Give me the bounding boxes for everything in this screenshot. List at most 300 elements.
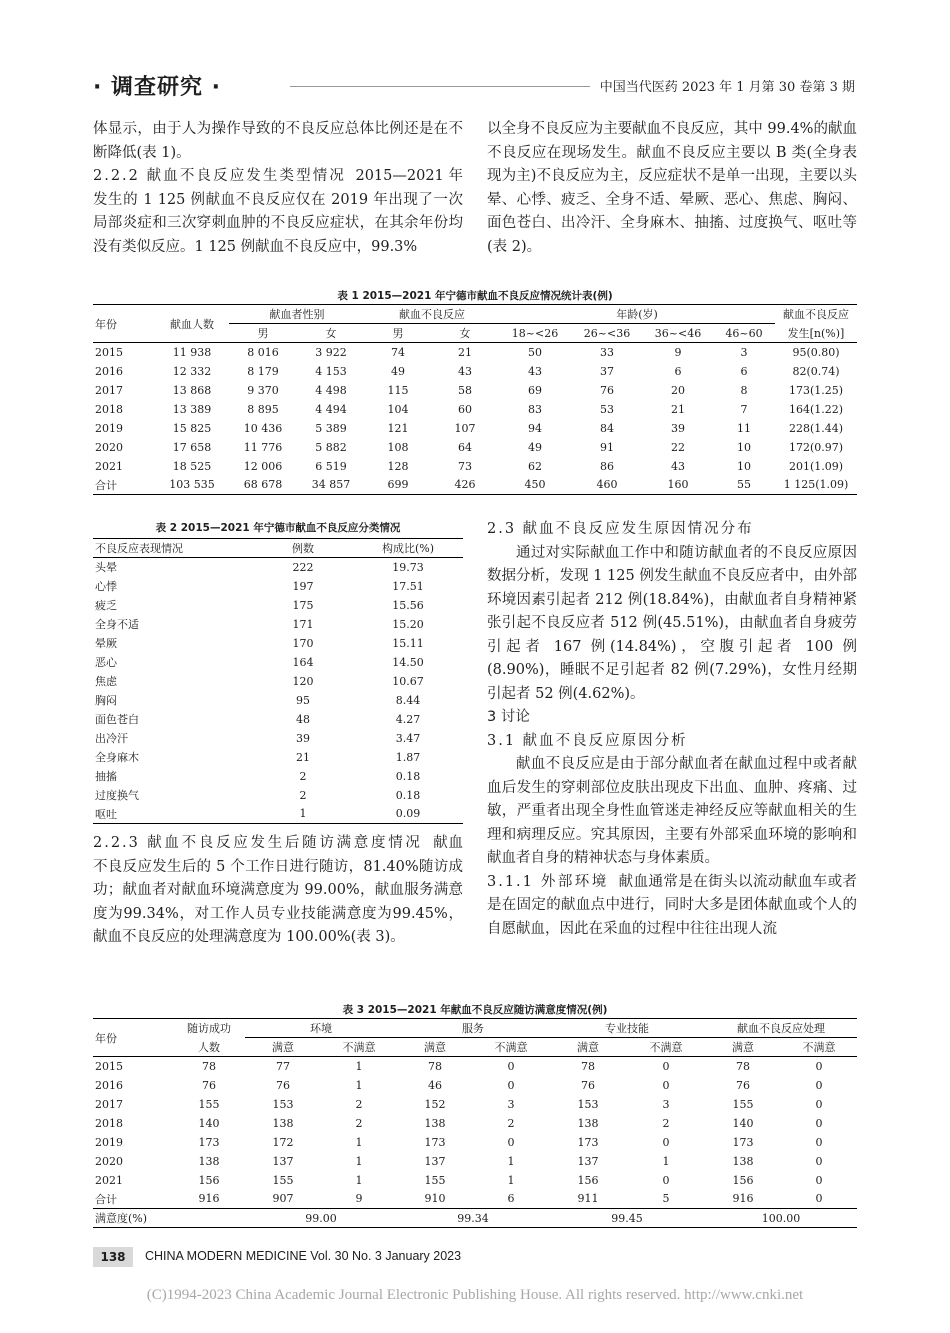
table-cell: 64: [458, 440, 472, 454]
table3-satisfaction-environment: 99.00: [305, 1211, 337, 1225]
table-cell: 34 857: [311, 478, 351, 492]
table-cell: 晕厥: [95, 637, 117, 650]
paragraph: 体显示，由于人为操作导致的不良反应总体比例还是在不断降低(表 1)。: [93, 121, 463, 161]
table-cell: 1: [355, 1135, 363, 1149]
table-cell: 160: [667, 478, 689, 492]
table-cell: 合计: [95, 1192, 117, 1206]
table-cell: 面色苍白: [95, 713, 139, 726]
table-cell: 10.67: [392, 674, 424, 688]
table-cell: 78: [428, 1059, 442, 1073]
table-cell: 9: [355, 1192, 363, 1206]
table-cell: 4 494: [315, 402, 347, 416]
table-cell: 0.09: [395, 807, 421, 821]
table-cell: 2021: [95, 459, 123, 473]
table-cell: 91: [600, 440, 614, 454]
table-cell: 62: [528, 459, 542, 473]
table1-caption: 表 1 2015—2021 年宁德市献血不良反应情况统计表(例): [337, 290, 613, 302]
table-cell: 11 776: [243, 440, 283, 454]
table3-row: [93, 1114, 857, 1133]
table1-header-gender: 献血者性别: [229, 305, 365, 324]
left-column-top: [93, 118, 463, 259]
table-cell: 73: [458, 459, 472, 473]
paragraph-text: 献血通常是在街头以流动献血车或者是在固定的献血点中进行，同时大多是团体献血或个人的自愿献血，因此在采血的过程中往往出现人流: [487, 873, 857, 937]
table-cell: 0: [815, 1135, 823, 1149]
table-cell: 2018: [95, 402, 123, 416]
table-cell: 916: [198, 1192, 220, 1206]
table1-row: [93, 419, 857, 438]
table-cell: 4 153: [315, 364, 347, 378]
table-cell: 0: [815, 1173, 823, 1187]
table-cell: 170: [292, 636, 314, 650]
table-cell: 18 525: [172, 459, 212, 473]
table-cell: 0: [815, 1116, 823, 1130]
table1-header-incidence-unit: 发生[n(%)]: [787, 326, 845, 340]
table-cell: 8 895: [247, 402, 279, 416]
table-cell: 140: [198, 1116, 220, 1130]
table-cell: 0: [815, 1059, 823, 1073]
table-cell: 2: [507, 1116, 515, 1130]
table-cell: 156: [198, 1173, 220, 1187]
table-cell: 2019: [95, 421, 123, 435]
table3-header-environment: 环境: [245, 1019, 397, 1038]
table-cell: 58: [458, 383, 472, 397]
table-cell: 19.73: [392, 560, 424, 574]
table-cell: 6: [507, 1192, 515, 1206]
table-cell: 0: [815, 1154, 823, 1168]
table-cell: 12 332: [172, 364, 212, 378]
table-cell: 120: [292, 674, 314, 688]
table3-row: [93, 1057, 857, 1076]
table-cell: 15.20: [392, 617, 424, 631]
table-cell: 153: [272, 1097, 294, 1111]
table-cell: 6: [740, 364, 748, 378]
subsection-heading: 2.3 献血不良反应发生原因情况分布: [487, 521, 754, 537]
table-cell: 过度换气: [95, 789, 139, 802]
paragraph: 以全身不良反应为主要献血不良反应，其中 99.4%的献血不良反应在现场发生。献血不良反应主要以 B 类(全身表现为主)不良反应为主，反应症状不是单一出现，主要以头晕、心悸、疲乏、全身不适、晕厥、恶心、焦虑、胸闷、面色苍白、出冷汗、全身麻木、抽搐、过度换气、呕吐等(表 2)。: [487, 121, 857, 255]
table-cell: 33: [600, 345, 614, 359]
table1-header-age-group: 46~60: [725, 326, 763, 340]
table-cell: 1: [299, 807, 307, 821]
table-cell: 103 535: [169, 478, 215, 492]
table3-body: [93, 1057, 857, 1209]
table1-row: [93, 381, 857, 400]
table-cell: 78: [736, 1059, 750, 1073]
paragraph: 通过对实际献血工作中和随访献血者的不良反应原因数据分析，发现 1 125 例发生献血不良反应者中，由外部环境因素引起者 212 例(18.84%)，由献血者自身精神紧张引起不良反应者 512 例(45.51%)，由献血者自身疲劳引起者 167 例(14.84%)，空腹引起者 100 例(8.90%)，睡眠不足引起者 82 例(7.29%)，女性月经期引起者 52 例(4.62%)。: [487, 544, 857, 702]
table-cell: 6: [674, 364, 682, 378]
table-cell: 2: [662, 1116, 670, 1130]
table-cell: 121: [387, 421, 409, 435]
table-cell: 39: [671, 421, 685, 435]
table2-header-percent: 构成比(%): [381, 542, 435, 555]
table-cell: 76: [600, 383, 614, 397]
table-cell: 12 006: [243, 459, 283, 473]
table-cell: 39: [296, 731, 310, 745]
table-cell: 7: [740, 402, 748, 416]
table-cell: 心悸: [95, 580, 117, 593]
table-cell: 95: [296, 693, 310, 707]
table-cell: 焦虑: [95, 675, 117, 688]
table-cell: 77: [276, 1059, 290, 1073]
table-cell: 115: [387, 383, 409, 397]
table-cell: 3: [662, 1097, 670, 1111]
table3-satisfaction-service: 99.34: [457, 1211, 489, 1225]
table-cell: 76: [202, 1078, 216, 1092]
subsection-heading: 3.1 献血不良反应原因分析: [487, 732, 688, 749]
table-cell: 201(1.09): [788, 459, 844, 473]
table-cell: 450: [524, 478, 546, 492]
table-cell: 2015: [95, 1059, 123, 1073]
table3-header-follow-unit: 人数: [198, 1040, 220, 1054]
table3-header-handling: 献血不良反应处理: [705, 1019, 857, 1038]
table-cell: 155: [272, 1173, 294, 1187]
table-cell: 2: [299, 788, 307, 802]
table3-satisfaction-skill: 99.45: [611, 1211, 643, 1225]
table-cell: 60: [458, 402, 472, 416]
right-column-top: [487, 118, 857, 259]
table-cell: 1 125(1.09): [783, 478, 849, 492]
subsection-heading: 2.2.3 献血不良反应发生后随访满意度情况: [93, 835, 423, 851]
paragraph: [93, 165, 463, 259]
table-cell: 138: [577, 1116, 599, 1130]
table-cell: 1: [507, 1154, 515, 1168]
table-cell: 49: [528, 440, 542, 454]
table-cell: 1: [355, 1154, 363, 1168]
copyright-notice: (C)1994-2023 China Academic Journal Electronic Publishing House. All rights reserved. http://www.cnki.net: [146, 1287, 804, 1303]
table-cell: 恶心: [95, 656, 117, 669]
table-cell: 156: [732, 1173, 754, 1187]
table3-header-unsatisfied: 不满意: [802, 1041, 836, 1054]
journal-header: 中国当代医药 2023 年 1 月第 30 卷第 3 期: [599, 80, 855, 95]
table3-header-satisfied: 满意: [424, 1041, 446, 1054]
table-cell: 0: [662, 1135, 670, 1149]
table1-header-age-group: 18~<26: [511, 326, 559, 340]
table-cell: 222: [292, 560, 314, 574]
table-cell: 0: [662, 1173, 670, 1187]
table-cell: 抽搐: [95, 770, 117, 783]
table-cell: 呕吐: [95, 807, 117, 821]
table-cell: 2021: [95, 1173, 123, 1187]
table-cell: 0: [507, 1135, 515, 1149]
table-cell: 17 658: [172, 440, 212, 454]
table3-header-follow: 随访成功: [187, 1022, 231, 1036]
table1-header-adverse: 献血不良反应: [365, 305, 499, 324]
table-cell: 15.11: [392, 636, 424, 650]
table-cell: 3 922: [315, 345, 347, 359]
table-cell: 172: [272, 1135, 294, 1149]
table3-row: [93, 1133, 857, 1152]
table-cell: 173: [198, 1135, 220, 1149]
table2-row: [93, 596, 463, 615]
table-cell: 0.18: [395, 769, 421, 783]
table-cell: 55: [737, 478, 751, 492]
table-cell: 50: [528, 345, 542, 359]
table2-header-count: 例数: [292, 542, 314, 555]
table-cell: 1: [355, 1173, 363, 1187]
table-cell: 84: [600, 421, 614, 435]
table-cell: 头晕: [95, 561, 117, 575]
table-cell: 138: [424, 1116, 446, 1130]
table1-header-female: 女: [459, 327, 471, 340]
table-cell: 5: [662, 1192, 670, 1206]
table2-row: [93, 767, 463, 786]
table-cell: 1: [507, 1173, 515, 1187]
table-cell: 171: [292, 617, 314, 631]
table-cell: 137: [577, 1154, 599, 1168]
table3: [93, 1018, 857, 1228]
table-cell: 0: [662, 1078, 670, 1092]
table2-row: [93, 748, 463, 767]
table-cell: 1: [662, 1154, 670, 1168]
table-cell: 74: [391, 345, 405, 359]
table-cell: 3.47: [395, 731, 421, 745]
page-number: 138: [93, 1247, 133, 1267]
table-cell: 4 498: [315, 383, 347, 397]
table-cell: 138: [272, 1116, 294, 1130]
table-cell: 76: [736, 1078, 750, 1092]
table-cell: 140: [732, 1116, 754, 1130]
table-cell: 76: [581, 1078, 595, 1092]
table-cell: 699: [387, 478, 409, 492]
table3-header-satisfied: 满意: [577, 1041, 599, 1054]
table-cell: 2: [355, 1116, 363, 1130]
table1-header-donors: 献血人数: [155, 305, 229, 343]
table-cell: 49: [391, 364, 405, 378]
table2-caption: 表 2 2015—2021 年宁德市献血不良反应分类情况: [155, 522, 401, 534]
table-cell: 6 519: [315, 459, 347, 473]
table-cell: 2: [299, 769, 307, 783]
table3-header-satisfied: 满意: [272, 1041, 294, 1054]
table-cell: 173: [424, 1135, 446, 1149]
table3-row: [93, 1171, 857, 1190]
table-cell: 8 179: [247, 364, 279, 378]
table-cell: 68 678: [243, 478, 283, 492]
header-rule: [290, 86, 590, 87]
table-cell: 2016: [95, 1078, 123, 1092]
section-title: · 调查研究 ·: [93, 75, 222, 100]
table1-header-age-group: 26~<36: [583, 326, 631, 340]
table-cell: 2019: [95, 1135, 123, 1149]
table1-header-age: 年龄(岁): [499, 305, 775, 324]
table3-header-satisfied: 满意: [732, 1041, 754, 1054]
table-cell: 156: [577, 1173, 599, 1187]
table2-row: [93, 634, 463, 653]
table-cell: 152: [424, 1097, 446, 1111]
table2: [93, 538, 463, 824]
table-cell: 173: [732, 1135, 754, 1149]
table-cell: 全身麻木: [95, 751, 139, 764]
subsection-heading: 2.2.2 献血不良反应发生类型情况: [93, 168, 347, 184]
table-cell: 95(0.80): [792, 345, 840, 359]
table-cell: 916: [732, 1192, 754, 1206]
table3-row: [93, 1152, 857, 1171]
table-cell: 11: [737, 421, 751, 435]
table-cell: 21: [296, 750, 310, 764]
table-cell: 175: [292, 598, 314, 612]
table-cell: 172(0.97): [788, 440, 844, 454]
table-cell: 14.50: [392, 655, 424, 669]
table-cell: 108: [387, 440, 409, 454]
table1-header-incidence: 献血不良反应: [783, 308, 849, 322]
table-cell: 155: [424, 1173, 446, 1187]
table-cell: 107: [454, 421, 476, 435]
table3-satisfaction-handling: 100.00: [761, 1211, 801, 1225]
table-cell: 15 825: [172, 421, 212, 435]
table-cell: 173: [577, 1135, 599, 1149]
table2-row: [93, 786, 463, 805]
table3-row: [93, 1095, 857, 1114]
table1-body: [93, 343, 857, 495]
table-cell: 460: [596, 478, 618, 492]
table-cell: 69: [528, 383, 542, 397]
table2-body: [93, 558, 463, 824]
table-cell: 426: [454, 478, 476, 492]
table-cell: 78: [581, 1059, 595, 1073]
table-cell: 137: [424, 1154, 446, 1168]
table-cell: 94: [528, 421, 542, 435]
table-cell: 2020: [95, 440, 123, 454]
table3-satisfaction-label: 满意度(%): [95, 1212, 148, 1225]
table-cell: 138: [732, 1154, 754, 1168]
table-cell: 48: [296, 712, 310, 726]
table3-caption: 表 3 2015—2021 年献血不良反应随访满意度情况(例): [342, 1004, 608, 1016]
table1-row: [93, 476, 857, 495]
table-cell: 20: [671, 383, 685, 397]
table-cell: 0: [815, 1192, 823, 1206]
table-cell: 21: [458, 345, 472, 359]
table-cell: 104: [387, 402, 409, 416]
table-cell: 43: [671, 459, 685, 473]
paragraph: [93, 832, 463, 950]
table3-header-year: 年份: [93, 1019, 173, 1057]
table-cell: 1: [355, 1078, 363, 1092]
table-cell: 155: [198, 1097, 220, 1111]
table-cell: 43: [528, 364, 542, 378]
table1-row: [93, 438, 857, 457]
table3-header-service: 服务: [397, 1019, 549, 1038]
table-cell: 17.51: [392, 579, 424, 593]
table-cell: 2016: [95, 364, 123, 378]
table-cell: 8.44: [395, 693, 421, 707]
table-cell: 10 436: [243, 421, 283, 435]
table-cell: 8: [740, 383, 748, 397]
table-cell: 138: [198, 1154, 220, 1168]
table2-row: [93, 710, 463, 729]
table1-row: [93, 343, 857, 362]
table1: [93, 304, 857, 495]
table-cell: 0: [662, 1059, 670, 1073]
table-cell: 910: [424, 1192, 446, 1206]
table-cell: 0.18: [395, 788, 421, 802]
table-cell: 0: [507, 1059, 515, 1073]
table-cell: 10: [737, 440, 751, 454]
table-cell: 173(1.25): [788, 383, 844, 397]
table-cell: 911: [577, 1192, 599, 1206]
paragraph: [487, 871, 857, 942]
table-cell: 2018: [95, 1116, 123, 1130]
table-cell: 2015: [95, 345, 123, 359]
table-cell: 4.27: [395, 712, 421, 726]
table-cell: 11 938: [172, 345, 212, 359]
table2-row: [93, 615, 463, 634]
table-cell: 5 389: [315, 421, 347, 435]
right-column-lower: [487, 518, 857, 941]
table-cell: 137: [272, 1154, 294, 1168]
table2-header-type: 不良反应表现情况: [95, 542, 183, 555]
section-heading: 3 讨论: [487, 709, 530, 725]
table3-header-unsatisfied: 不满意: [494, 1041, 528, 1054]
table-cell: 13 868: [172, 383, 212, 397]
table-cell: 2017: [95, 383, 123, 397]
subsection-heading: 3.1.1 外部环境: [487, 873, 609, 890]
table-cell: 53: [600, 402, 614, 416]
table-cell: 9: [674, 345, 682, 359]
table-cell: 228(1.44): [788, 421, 844, 435]
table-cell: 2020: [95, 1154, 123, 1168]
table-cell: 全身不适: [95, 618, 139, 631]
table-cell: 0: [815, 1097, 823, 1111]
table-cell: 78: [202, 1059, 216, 1073]
table-cell: 0: [507, 1078, 515, 1092]
table1-row: [93, 457, 857, 476]
table3-header-unsatisfied: 不满意: [342, 1041, 376, 1054]
table-cell: 83: [528, 402, 542, 416]
table1-header-year: 年份: [93, 305, 155, 343]
table-cell: 2017: [95, 1097, 123, 1111]
table1-header-male: 男: [392, 327, 404, 340]
table-cell: 37: [600, 364, 614, 378]
table1-header-female: 女: [325, 327, 337, 340]
table1-header-age-group: 36~<46: [654, 326, 702, 340]
table2-row: [93, 672, 463, 691]
table2-row: [93, 805, 463, 824]
table2-row: [93, 577, 463, 596]
table-cell: 153: [577, 1097, 599, 1111]
table2-row: [93, 558, 463, 577]
table-cell: 5 882: [315, 440, 347, 454]
table-cell: 9 370: [247, 383, 279, 397]
table-cell: 3: [507, 1097, 515, 1111]
left-column-lower: [93, 832, 463, 950]
table-cell: 胸闷: [95, 694, 117, 707]
table-cell: 1: [355, 1059, 363, 1073]
table-cell: 21: [671, 402, 685, 416]
table3-header-skill: 专业技能: [549, 1019, 705, 1038]
paragraph: 献血不良反应是由于部分献血者在献血过程中或者献血后发生的穿刺部位皮肤出现皮下出血、血肿、疼痛、过敏，严重者出现全身性血管迷走神经反应等献血相关的生理和病理反应。究其原因，主要有外部采血环境的影响和献血者自身的精神状态与身体素质。: [487, 756, 857, 866]
table-cell: 907: [272, 1192, 294, 1206]
table-cell: 76: [276, 1078, 290, 1092]
table3-header-unsatisfied: 不满意: [649, 1041, 683, 1054]
table-cell: 15.56: [392, 598, 424, 612]
table-cell: 22: [671, 440, 685, 454]
table2-row: [93, 653, 463, 672]
table2-row: [93, 729, 463, 748]
table-cell: 82(0.74): [792, 364, 840, 378]
table-cell: 46: [428, 1078, 442, 1092]
table1-row: [93, 400, 857, 419]
table-cell: 10: [737, 459, 751, 473]
table3-row: [93, 1076, 857, 1095]
table-cell: 1.87: [395, 750, 421, 764]
table-cell: 8 016: [247, 345, 279, 359]
table2-row: [93, 691, 463, 710]
table-cell: 合计: [95, 478, 117, 492]
table-cell: 164: [292, 655, 314, 669]
paragraph-text: 2015—2021 年发生的 1 125 例献血不良反应仅在 2019 年出现了一次局部炎症和三次穿刺血肿的不良反应症状，在其余年份均没有类似反应。1 125 例献血不良反应中，99.3%: [93, 168, 463, 255]
table-cell: 疲乏: [95, 599, 117, 612]
table-cell: 43: [458, 364, 472, 378]
table1-header-male: 男: [257, 327, 269, 340]
table-cell: 3: [740, 345, 748, 359]
